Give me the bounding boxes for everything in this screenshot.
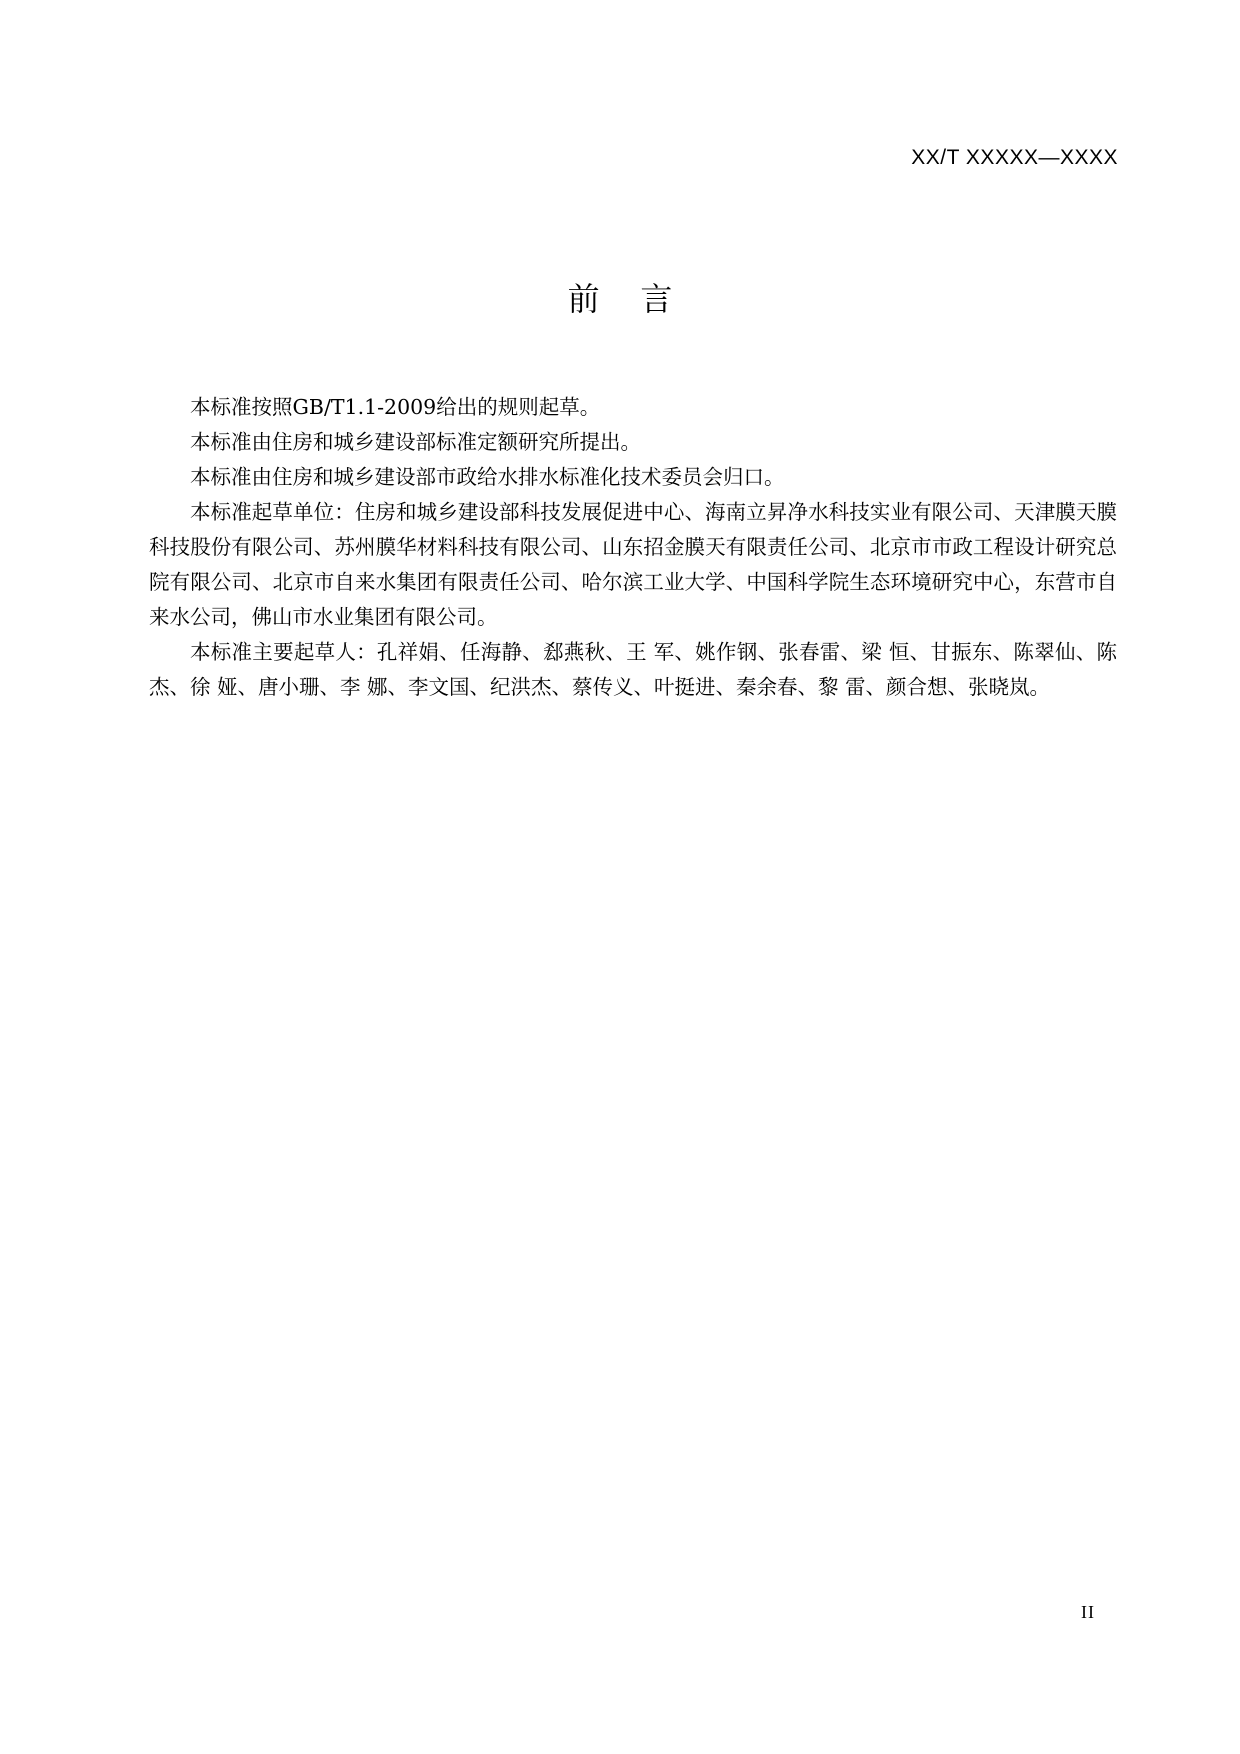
paragraph-drafters: 本标准主要起草人：孔祥娟、任海静、郄燕秋、王 军、姚作钢、张春雷、梁 恒、甘振东、陈翠仙、陈杰、徐 娅、唐小珊、李 娜、李文国、纪洪杰、蔡传义、叶挺进、秦余春、黎 雷、颜合想、张晓岚。: [149, 640, 1117, 699]
paragraph-proposer: 本标准由住房和城乡建设部标准定额研究所提出。: [190, 430, 641, 454]
foreword-body: [149, 390, 1117, 705]
paragraph-committee: 本标准由住房和城乡建设部市政给水排水标准化技术委员会归口。: [190, 465, 785, 489]
paragraph-drafting-rules: 本标准按照GB/T1.1-2009给出的规则起草。: [190, 395, 601, 419]
paragraph-drafting-units: 本标准起草单位：住房和城乡建设部科技发展促进中心、海南立昇净水科技实业有限公司、天津膜天膜科技股份有限公司、苏州膜华材料科技有限公司、山东招金膜天有限责任公司、北京市市政工程设计研究总院有限公司、北京市自来水集团有限责任公司、哈尔滨工业大学、中国科学院生态环境研究中心，东营市自来水公司，佛山市水业集团有限公司。: [149, 500, 1117, 629]
page-number: II: [1081, 1602, 1095, 1622]
page-title: 前 言: [567, 280, 673, 318]
standard-code-header: XX/T XXXXX—XXXX: [911, 146, 1118, 169]
